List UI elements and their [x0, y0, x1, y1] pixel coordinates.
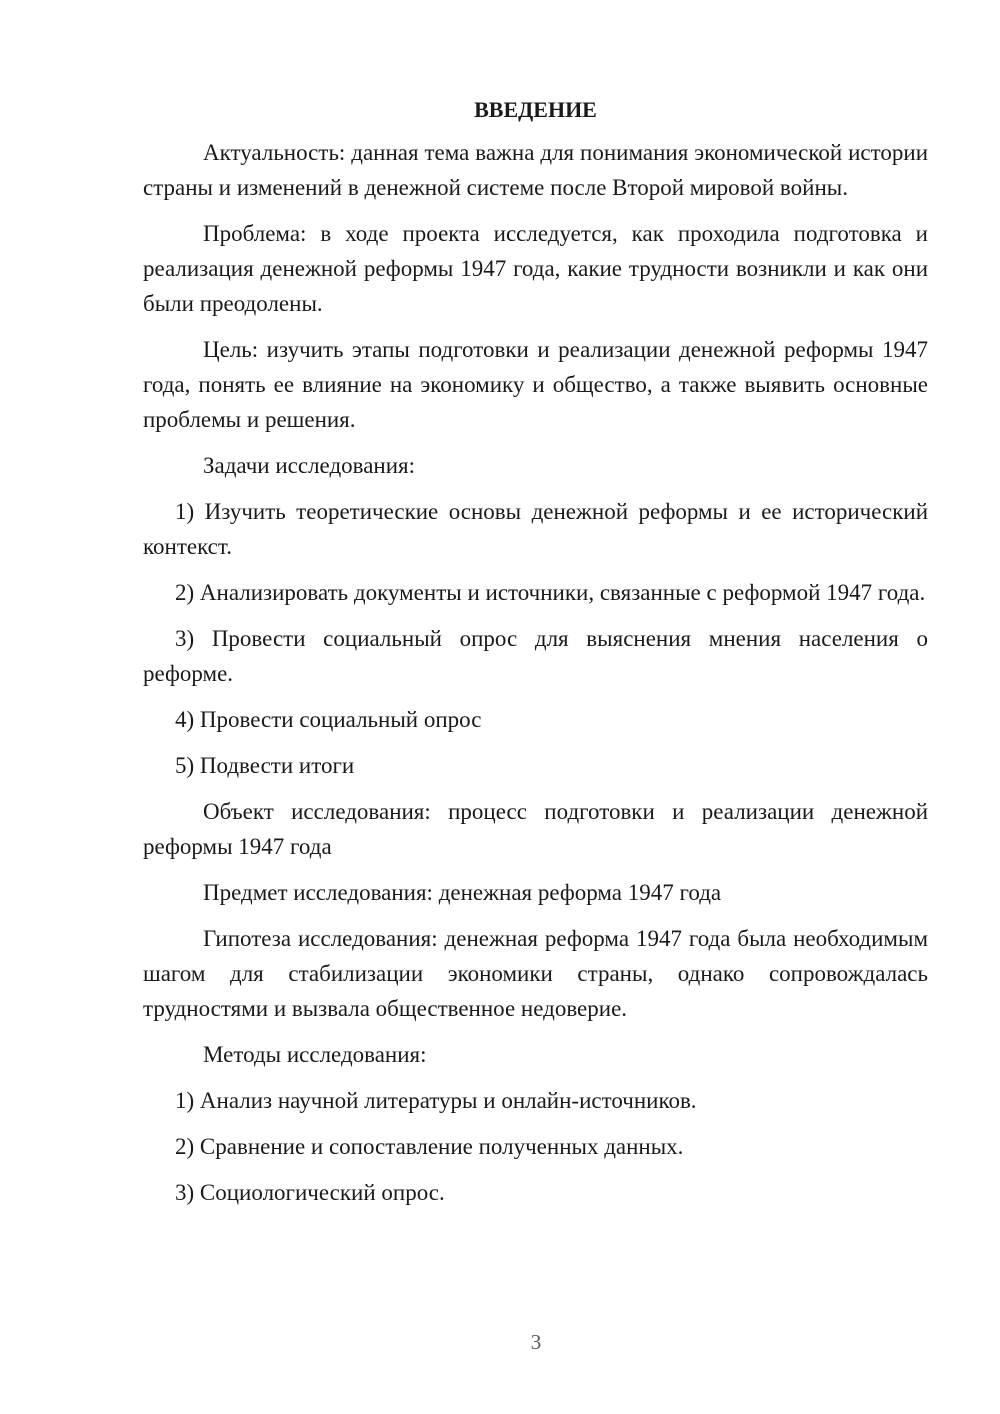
object-paragraph: Объект исследования: процесс подготовки и реализации денежной реформы 1947 года — [143, 799, 928, 859]
task-item-2: 2) Анализировать документы и источники, связанные с реформой 1947 года. — [175, 580, 926, 605]
method-item-3: 3) Социологический опрос. — [175, 1180, 445, 1205]
methods-title: Методы исследования: — [203, 1042, 427, 1067]
subject-paragraph: Предмет исследования: денежная реформа 1947 года — [203, 880, 722, 905]
relevance-paragraph: Актуальность: данная тема важна для понимания экономической истории страны и изменений в денежной системе после Второй мировой войны. — [143, 140, 928, 200]
document-body — [143, 92, 928, 1221]
task-item-4: 4) Провести социальный опрос — [175, 707, 482, 732]
method-item-1: 1) Анализ научной литературы и онлайн-источников. — [175, 1088, 697, 1113]
page-number: 3 — [530, 1330, 542, 1354]
task-item-3: 3) Провести социальный опрос для выяснения мнения населения о реформе. — [143, 626, 928, 686]
task-item-1: 1) Изучить теоретические основы денежной реформы и ее исторический контекст. — [143, 499, 928, 559]
task-item-5: 5) Подвести итоги — [175, 753, 355, 778]
hypothesis-paragraph: Гипотеза исследования: денежная реформа 1947 года была необходимым шагом для стабилизации экономики страны, однако сопровождалась трудностями и вызвала общественное недоверие. — [143, 926, 928, 1021]
tasks-title: Задачи исследования: — [203, 453, 416, 478]
method-item-2: 2) Сравнение и сопоставление полученных данных. — [175, 1134, 684, 1159]
goal-paragraph: Цель: изучить этапы подготовки и реализации денежной реформы 1947 года, понять ее влияние на экономику и общество, а также выявить основные проблемы и решения. — [143, 337, 928, 432]
page-title: ВВЕДЕНИЕ — [474, 97, 597, 122]
problem-paragraph: Проблема: в ходе проекта исследуется, как проходила подготовка и реализация денежной реформы 1947 года, какие трудности возникли и как они были преодолены. — [143, 221, 928, 316]
